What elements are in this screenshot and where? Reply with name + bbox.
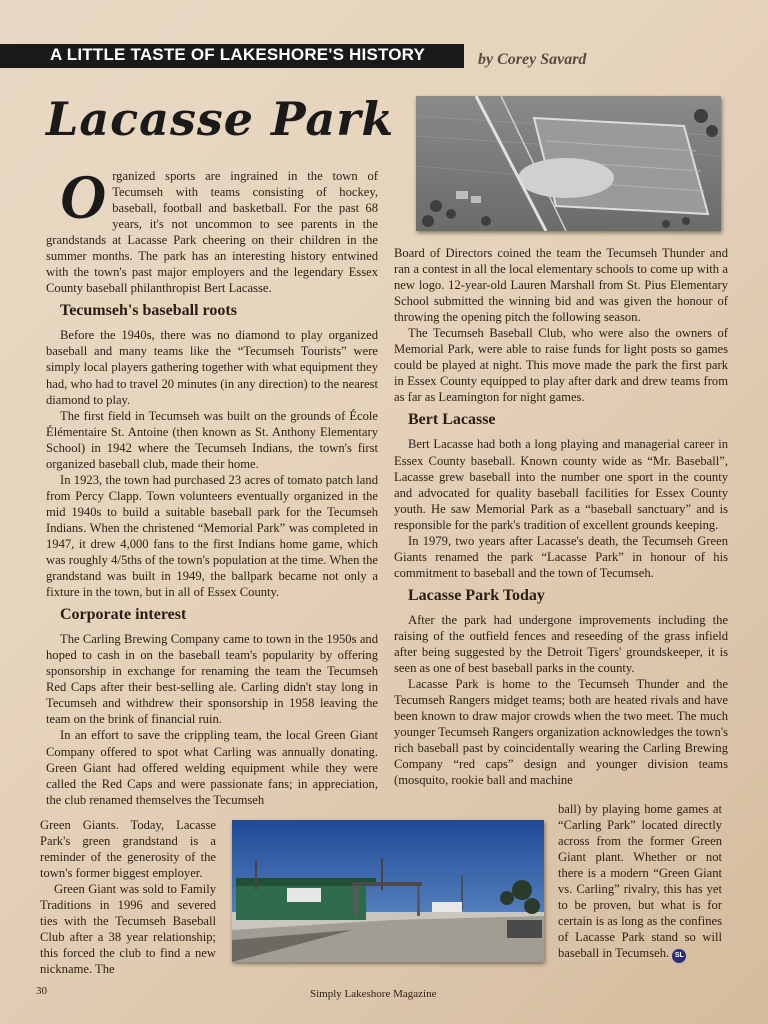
paragraph: Board of Directors coined the team the Tecumseh Thunder and ran a contest in all the local elementary schools to come up with a new logo. 12-year-old Lauren Marshall from St. Pius Elementary School submitted the winning bid and was given the honour of throwing the opening pitch the following season. [394,246,728,325]
paragraph: Before the 1940s, there was no diamond to play organized baseball and many teams like the “Tecumseh Tourists” were simply local players gathering together with what equipment they had, who had to travel 20 minutes (in any direction) to the nearest diamond to play. [46,328,378,407]
magazine-name: Simply Lakeshore Magazine [310,988,437,1000]
paragraph: In 1923, the town had purchased 23 acres of tomato patch land from Percy Clapp. Town volunteers eventually organized in the mid 1940s to build a suitable baseball park for the Tecumseh Indians. When the christened “Memorial Park” was completed in 1947, it drew 4,000 fans to the first Indians home game, which was roughly 4/5ths of the town's population at the time. When the grandstand was built in 1949, the ballpark became not only a fixture in the town, but in all of Essex County. [46,472,378,600]
paragraph [558,801,722,963]
paragraph: The Carling Brewing Company came to town in the 1950s and hoped to cash in on the baseball team's popularity by offering sponsorship in exchange for renaming the team the Tecumseh Red Caps after their best-selling ale. Carling didn't stay long in Tecumseh and withdrew their sponsorship in 1958 leaving the team on the brink of financial ruin. [46,632,378,727]
paragraph: In 1979, two years after Lacasse's death, the Tecumseh Green Giants renamed the park “Lacasse Park” in honour of his commitment to baseball and the town of Tecumseh. [394,533,728,580]
closing-text: ball) by playing home games at “Carling Park” located directly across from the former Green Giant plant. Whether or not there is a modern “Green Giant vs. Carling” rivalry, this has yet to be proven, but what is for certain is as long as the confines of Lacasse Park stand so will baseball in Tecumseh. [558,802,722,961]
paragraph: The Tecumseh Baseball Club, who were also the owners of Memorial Park, were able to raise funds for light posts so games could be played at night. This move made the park the first park in Essex County equipped to play after dark and drew teams from as far as Leamington for night games. [394,326,728,405]
paragraph: Bert Lacasse had both a long playing and managerial career in Essex County baseball. Known county wide as “Mr. Baseball”, Lacasse grew baseball into the number one sport in the county and advocated for quality baseball facilities for Essex County youth. He saw Memorial Park as a “baseball sanctuary” and is responsible for the park's tradition of excellent grounds keeping. [394,437,728,532]
section-heading-corporate-interest: Corporate interest [60,606,187,624]
intro-paragraph: rganized sports are ingrained in the town of Tecumseh with teams consisting of hockey, baseball, football and basketball. For the past 68 years, it's not uncommon to see parents in the grandstands at Lacasse Park cheering on their children in the summer months. The park has an interesting history entwined with the town's past major employers and the legendary Essex County baseball philanthropist Bert Lacasse. [46,169,378,296]
left-column [46,161,378,808]
grandstand-photo [232,820,544,962]
author-byline: by Corey Savard [478,51,587,68]
section-heading-baseball-roots: Tecumseh's baseball roots [60,302,237,320]
paragraph: After the park had undergone improvements including the raising of the outfield fences and reseeding of the grass infield after being suggested by the Detroit Tigers' groundskeeper, it is seen as one of best baseball parks in the county. [394,612,728,676]
paragraph: The first field in Tecumseh was built on the grounds of École Élémentaire St. Antoine (then known as St. Anthony Elementary School) in 1942 where the Tecumseh Indians, the town's first organized baseball club, made their home. [46,408,378,471]
left-column-continued [40,817,216,977]
section-heading-bert-lacasse: Bert Lacasse [408,411,496,429]
right-column-continued [558,801,722,963]
paragraph: In an effort to save the crippling team, the local Green Giant Company offered to spot what Carling was annually donating. Green Giant had offered welding equipment while they were called the Red Caps and were passionate fans; in appreciation, the club renamed themselves the Tecumseh [46,728,378,807]
page-number: 30 [36,985,47,997]
paragraph: Green Giants. Today, Lacasse Park's green grandstand is a reminder of the generosity of the town's former biggest employer. [40,818,216,881]
end-mark-icon: SL [672,949,686,963]
drop-cap: O [60,161,107,232]
article-title: Lacasse Park [46,92,395,146]
paragraph: Lacasse Park is home to the Tecumseh Thunder and the Tecumseh Rangers midget teams; both are heated rivals and have been known to draw major crowds when the two meet. The much younger Tecumseh Rangers organization acknowledges the town's rich baseball past by coincidentally wearing the Carling Brewing Company “red caps” design and younger division teams (mosquito, rookie ball and machine [394,677,728,788]
section-heading-lacasse-park-today: Lacasse Park Today [408,586,545,604]
right-column [394,245,728,788]
aerial-ballpark-photo [416,96,721,231]
section-banner-title: A LITTLE TASTE OF LAKESHORE'S HISTORY [50,45,426,64]
paragraph: Green Giant was sold to Family Traditions in 1996 and severed ties with the Tecumseh Baseball Club after a 38 year relationship; this forced the club to find a new nickname. The [40,882,216,977]
